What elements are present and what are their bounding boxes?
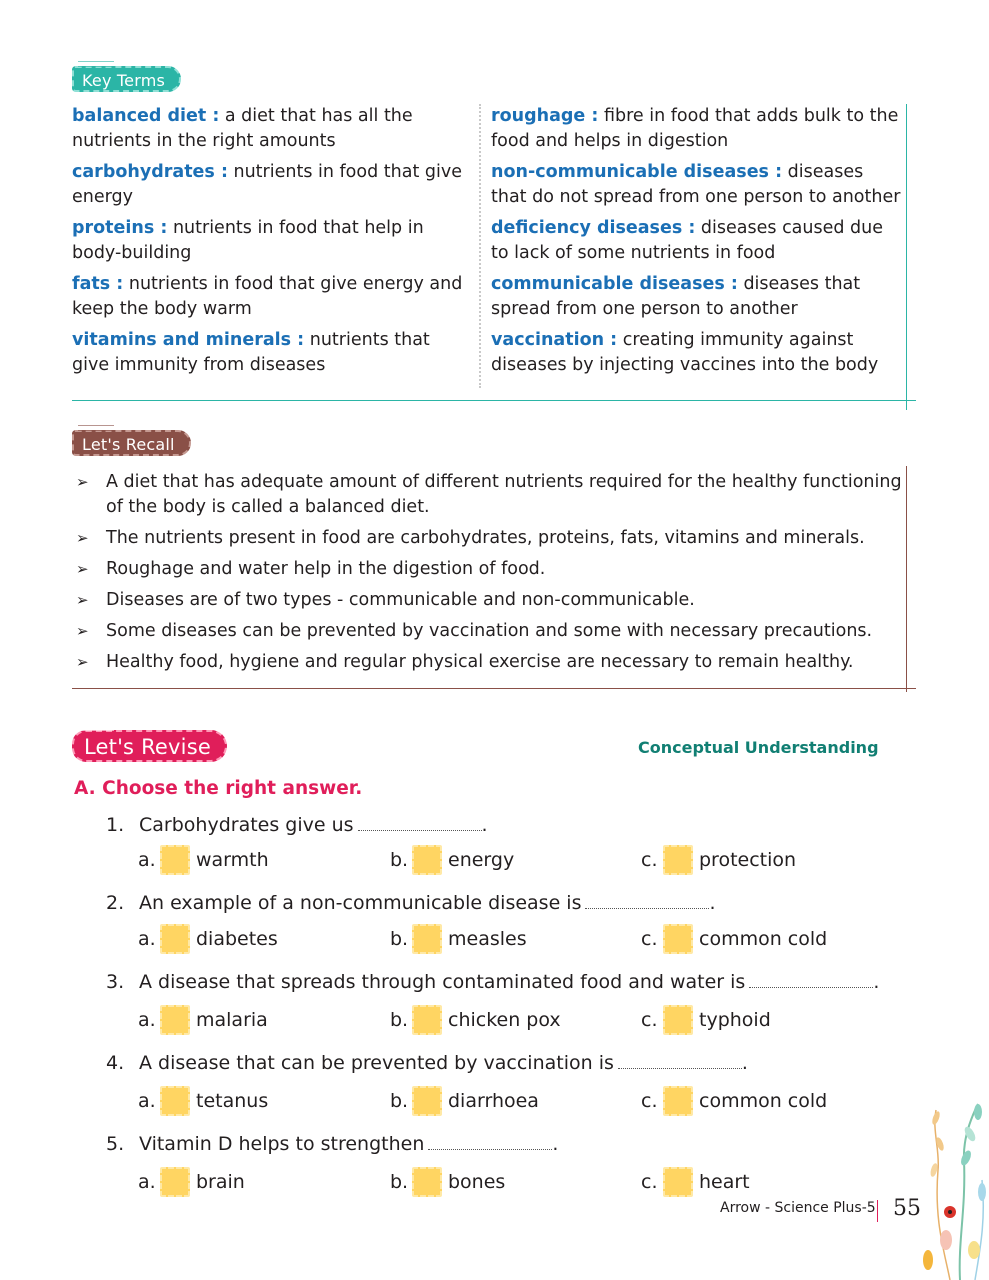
key-term-item [72,328,472,378]
answer-blank [358,817,482,831]
key-terms-border-right [906,104,907,410]
question-number: 1. [106,814,125,836]
key-term-definition: nutrients in food that help in body-building [72,218,424,263]
revise-heading: Let's Revise [72,730,227,762]
key-term-word: balanced diet : [72,106,220,126]
key-term-word: non-communicable diseases : [491,162,783,182]
key-term-item [72,272,472,322]
option-text: common cold [699,1090,828,1112]
option-text: tetanus [196,1090,269,1112]
option-letter: c. [641,928,658,950]
answer-box-icon[interactable] [160,1086,190,1116]
key-terms-border-bottom [72,400,916,401]
option-b[interactable] [390,1085,539,1117]
recall-point [74,470,904,520]
option-letter: c. [641,1090,658,1112]
recall-point-text: Diseases are of two types - communicable and non-communicable. [106,590,695,610]
option-a[interactable] [138,1085,268,1117]
question: 4. A disease that can be prevented by vaccination is . [106,1052,748,1074]
recall-point-text: A diet that has adequate amount of different nutrients required for the healthy functioning of the body is called a balanced diet. [106,472,902,517]
option-a[interactable] [138,1166,245,1198]
key-terms-heading: Key Terms [72,66,181,92]
options-row [138,923,898,955]
option-b[interactable] [390,844,514,876]
question-text: A disease that spreads through contaminated food and water is [139,971,746,993]
answer-box-icon[interactable] [663,924,693,954]
options-row [138,1004,898,1036]
question-text: Carbohydrates give us [139,814,354,836]
key-term-item [491,104,901,154]
option-c[interactable] [641,1085,827,1117]
option-c[interactable] [641,1004,771,1036]
key-term-word: communicable diseases : [491,274,738,294]
key-term-word: roughage : [491,106,599,126]
option-b[interactable] [390,1166,505,1198]
question-number: 5. [106,1133,125,1155]
key-term-item [491,328,901,378]
option-text: malaria [196,1009,268,1031]
arrowhead-icon: ➢ [76,560,89,578]
option-text: common cold [699,928,828,950]
option-letter: b. [390,928,409,950]
options-row [138,1166,898,1198]
question-text: An example of a non-communicable disease is [139,892,582,914]
option-text: brain [196,1171,245,1193]
recall-point [74,557,904,582]
key-term-item [491,160,901,210]
answer-box-icon[interactable] [663,1005,693,1035]
option-a[interactable] [138,1004,268,1036]
answer-box-icon[interactable] [412,1005,442,1035]
question: 1. Carbohydrates give us . [106,814,488,836]
option-letter: c. [641,1171,658,1193]
key-terms-right-column [491,104,901,384]
answer-blank [749,974,873,988]
option-letter: c. [641,1009,658,1031]
key-term-definition: nutrients that give immunity from diseases [72,330,430,375]
option-letter: b. [390,1171,409,1193]
option-b[interactable] [390,923,527,955]
answer-box-icon[interactable] [663,1086,693,1116]
option-letter: c. [641,849,658,871]
option-letter: a. [138,849,156,871]
options-row [138,1085,898,1117]
recall-list [74,470,904,681]
question: 2. An example of a non-communicable disease is . [106,892,716,914]
key-term-word: vaccination : [491,330,618,350]
option-letter: b. [390,1090,409,1112]
key-term-word: proteins : [72,218,168,238]
option-text: energy [448,849,515,871]
answer-box-icon[interactable] [663,1167,693,1197]
recall-point [74,588,904,613]
key-term-item [491,272,901,322]
answer-box-icon[interactable] [160,1167,190,1197]
question-text: A disease that can be prevented by vaccination is [139,1052,614,1074]
option-letter: a. [138,1090,156,1112]
answer-box-icon[interactable] [412,1086,442,1116]
key-terms-box [72,104,916,400]
recall-point [74,650,904,675]
key-term-definition: nutrients in food that give energy [72,162,462,207]
option-text: heart [699,1171,750,1193]
recall-border-bottom [72,688,916,689]
arrowhead-icon: ➢ [76,653,89,671]
key-term-item [491,216,901,266]
answer-box-icon[interactable] [412,924,442,954]
option-letter: b. [390,1009,409,1031]
arrowhead-icon: ➢ [76,622,89,640]
option-c[interactable] [641,1166,750,1198]
option-a[interactable] [138,844,269,876]
option-text: bones [448,1171,506,1193]
option-text: protection [699,849,797,871]
answer-box-icon[interactable] [412,845,442,875]
question-text: Vitamin D helps to strengthen [139,1133,425,1155]
recall-point [74,619,904,644]
recall-point-text: The nutrients present in food are carbohydrates, proteins, fats, vitamins and minerals. [106,528,865,548]
key-term-item [72,104,472,154]
recall-point [74,526,904,551]
recall-border-right [906,466,907,692]
key-term-word: fats : [72,274,124,294]
key-term-definition: creating immunity against diseases by injecting vaccines into the body [491,330,879,375]
option-b[interactable] [390,1004,561,1036]
option-text: typhoid [699,1009,771,1031]
category-label: Conceptual Understanding [638,738,879,757]
answer-box-icon[interactable] [663,845,693,875]
option-letter: a. [138,1171,156,1193]
recall-point-text: Some diseases can be prevented by vaccination and some with necessary precautions. [106,621,873,641]
option-text: diabetes [196,928,278,950]
key-term-definition: diseases caused due to lack of some nutrients in food [491,218,884,263]
option-c[interactable] [641,923,827,955]
flower-vine-icon [920,1100,989,1280]
answer-blank [618,1055,742,1069]
answer-blank [585,895,709,909]
key-term-definition: diseases that spread from one person to another [491,274,861,319]
option-text: chicken pox [448,1009,561,1031]
key-term-word: deficiency diseases : [491,218,696,238]
question: 3. A disease that spreads through contaminated food and water is . [106,971,880,993]
question-number: 3. [106,971,125,993]
column-divider [479,104,481,388]
option-text: warmth [196,849,269,871]
key-term-item [72,160,472,210]
option-text: diarrhoea [448,1090,539,1112]
option-text: measles [448,928,527,950]
key-term-item [72,216,472,266]
arrowhead-icon: ➢ [76,473,89,491]
page-number: 55 [893,1196,921,1221]
option-letter: a. [138,928,156,950]
section-a-title: A. Choose the right answer. [74,778,363,799]
answer-box-icon[interactable] [412,1167,442,1197]
recall-point-text: Roughage and water help in the digestion of food. [106,559,546,579]
recall-heading: Let's Recall [72,430,191,456]
recall-point-text: Healthy food, hygiene and regular physical exercise are necessary to remain healthy. [106,652,854,672]
option-c[interactable] [641,844,796,876]
question-number: 2. [106,892,125,914]
option-letter: b. [390,849,409,871]
answer-blank [428,1136,552,1150]
key-term-word: carbohydrates : [72,162,228,182]
arrowhead-icon: ➢ [76,591,89,609]
arrowhead-icon: ➢ [76,529,89,547]
key-term-definition: a diet that has all the nutrients in the right amounts [72,106,413,151]
key-term-word: vitamins and minerals : [72,330,305,350]
footer-divider [877,1200,878,1222]
answer-box-icon[interactable] [160,1005,190,1035]
answer-box-icon[interactable] [160,845,190,875]
key-terms-left-column [72,104,472,384]
question-number: 4. [106,1052,125,1074]
answer-box-icon[interactable] [160,924,190,954]
key-term-definition: diseases that do not spread from one person to another [491,162,901,207]
options-row [138,844,898,876]
key-term-definition: fibre in food that adds bulk to the food and helps in digestion [491,106,899,151]
option-letter: a. [138,1009,156,1031]
question: 5. Vitamin D helps to strengthen . [106,1133,559,1155]
option-a[interactable] [138,923,278,955]
book-title: Arrow - Science Plus-5 [720,1200,876,1216]
key-term-definition: nutrients in food that give energy and keep the body warm [72,274,463,319]
